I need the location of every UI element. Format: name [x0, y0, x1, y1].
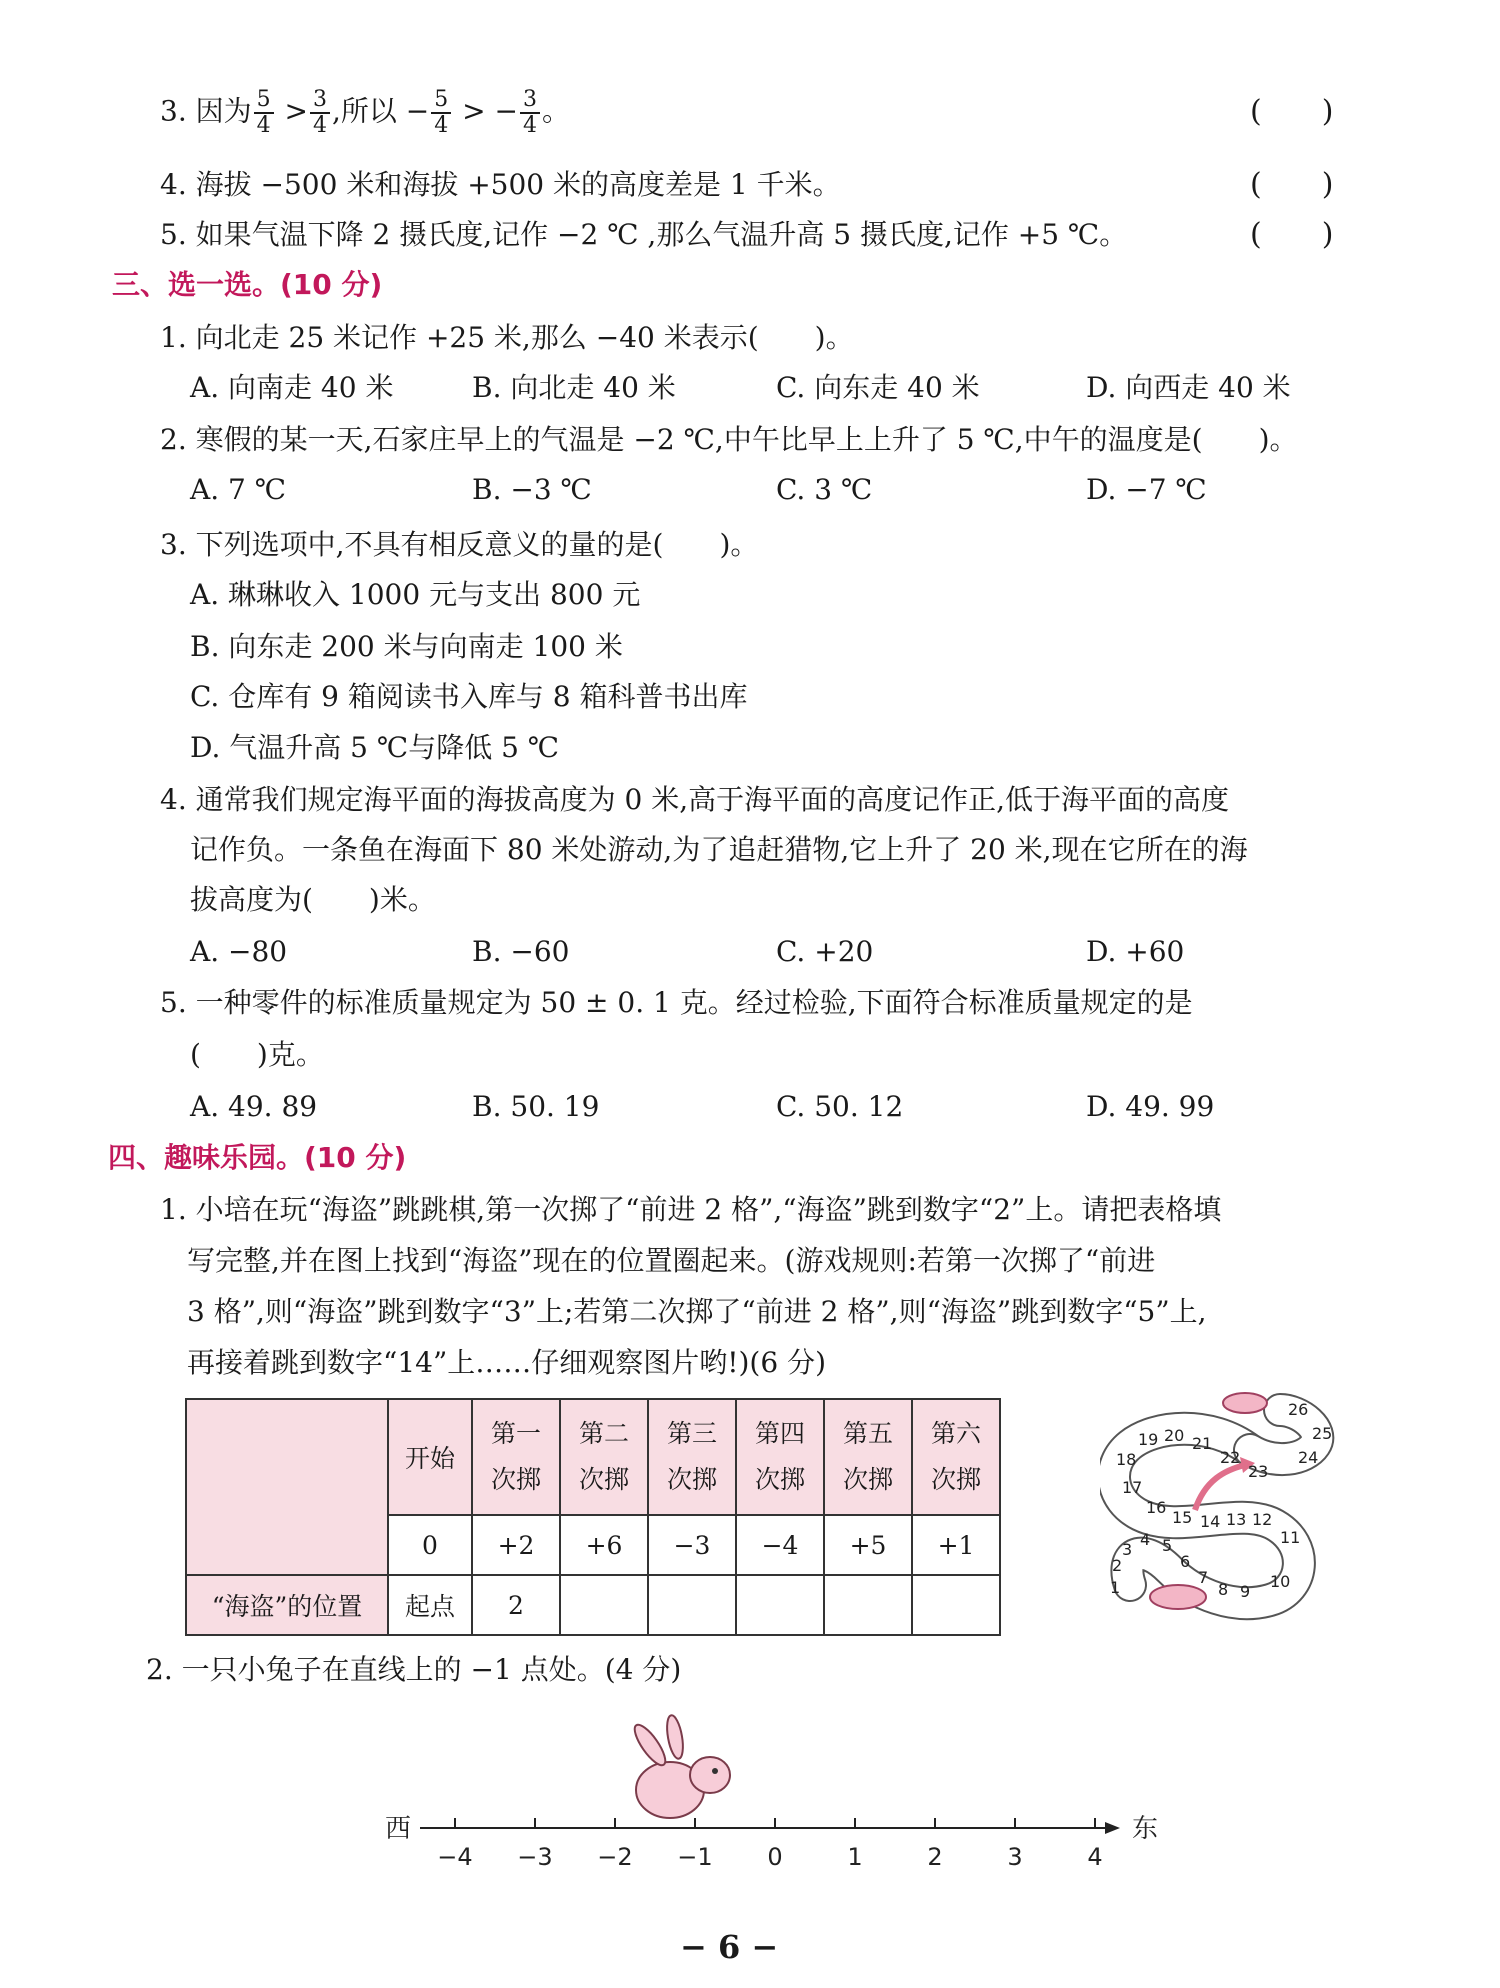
question-stem: 2. 寒假的某一天,石家庄早上的气温是 −2 ℃,中午比早上上升了 5 ℃,中午的温度是( )。	[160, 423, 1298, 456]
svg-text:25: 25	[1312, 1424, 1333, 1443]
table-header: 第一 次掷	[472, 1399, 560, 1515]
rabbit-icon	[630, 1714, 730, 1818]
east-label: 东	[1132, 1814, 1159, 1844]
svg-text:10: 10	[1270, 1572, 1291, 1591]
svg-text:12: 12	[1252, 1510, 1273, 1529]
table-cell: 0	[388, 1515, 472, 1575]
svg-text:5: 5	[1162, 1536, 1173, 1555]
table-cell: +5	[824, 1515, 912, 1575]
answer-blank[interactable]: ( )	[1250, 217, 1334, 252]
judge-q4: 4. 海拔 −500 米和海拔 +500 米的高度差是 1 千米。	[160, 168, 841, 201]
svg-text:26: 26	[1288, 1400, 1309, 1419]
page-number: − 6 −	[680, 1928, 779, 1966]
option-a[interactable]: A. −80	[190, 935, 288, 968]
option-d[interactable]: D. 49. 99	[1086, 1090, 1215, 1123]
row-label: “海盗”的位置	[186, 1575, 388, 1635]
svg-text:1: 1	[1110, 1578, 1121, 1597]
svg-text:14: 14	[1200, 1512, 1221, 1531]
svg-text:17: 17	[1122, 1478, 1143, 1497]
question-stem-cont: 拔高度为( )米。	[190, 883, 436, 916]
svg-text:16: 16	[1146, 1498, 1167, 1517]
question-stem-cont: 写完整,并在图上找到“海盗”现在的位置圈起来。(游戏规则:若第一次掷了“前进	[187, 1244, 1156, 1277]
svg-text:20: 20	[1164, 1426, 1185, 1445]
option-c[interactable]: C. 50. 12	[776, 1090, 904, 1123]
svg-text:18: 18	[1116, 1450, 1137, 1469]
question-stem-cont: 再接着跳到数字“14”上……仔细观察图片哟!)(6 分)	[187, 1346, 826, 1379]
answer-cell[interactable]	[648, 1575, 736, 1635]
option-b[interactable]: B. 向东走 200 米与向南走 100 米	[190, 630, 623, 663]
answer-cell[interactable]	[824, 1575, 912, 1635]
table-header: 第六 次掷	[912, 1399, 1000, 1515]
svg-text:19: 19	[1138, 1430, 1159, 1449]
question-stem: 1. 向北走 25 米记作 +25 米,那么 −40 米表示( )。	[160, 321, 854, 354]
table-header: 第四 次掷	[736, 1399, 824, 1515]
tick-marks	[455, 1818, 1095, 1828]
svg-text:24: 24	[1298, 1448, 1319, 1467]
question-stem-cont: 3 格”,则“海盗”跳到数字“3”上;若第二次掷了“前进 2 格”,则“海盗”跳到数字“5”上,	[187, 1295, 1207, 1328]
tick-label: 2	[927, 1843, 943, 1871]
option-a[interactable]: A. 7 ℃	[190, 473, 287, 506]
svg-text:2: 2	[1112, 1556, 1123, 1575]
answer-cell[interactable]	[560, 1575, 648, 1635]
option-c[interactable]: C. 仓库有 9 箱阅读书入库与 8 箱科普书出库	[190, 680, 748, 713]
table-header: 第五 次掷	[824, 1399, 912, 1515]
svg-text:13: 13	[1226, 1510, 1247, 1529]
fraction: $\frac{3}{4}$	[520, 88, 540, 138]
question-stem: 4. 通常我们规定海平面的海拔高度为 0 米,高于海平面的高度记作正,低于海平面的高度	[160, 783, 1230, 816]
section-title: 四、趣味乐园。(10 分)	[108, 1141, 407, 1174]
dice-record-table	[185, 1398, 1001, 1636]
svg-text:9: 9	[1240, 1582, 1251, 1601]
table-cell: +6	[560, 1515, 648, 1575]
tick-label: −3	[517, 1843, 553, 1871]
tick-label: −1	[677, 1843, 713, 1871]
fraction: $\frac{5}{4}$	[254, 88, 274, 138]
option-b[interactable]: B. −3 ℃	[472, 473, 592, 506]
table-row	[186, 1399, 1000, 1515]
answer-blank[interactable]: ( )	[1250, 94, 1334, 129]
option-d[interactable]: D. 气温升高 5 ℃与降低 5 ℃	[190, 731, 560, 764]
option-b[interactable]: B. 向北走 40 米	[472, 371, 676, 404]
option-c[interactable]: C. 向东走 40 米	[776, 371, 980, 404]
option-d[interactable]: D. 向西走 40 米	[1086, 371, 1291, 404]
question-stem-cont: ( )克。	[190, 1038, 324, 1071]
question-stem-cont: 记作负。一条鱼在海面下 80 米处游动,为了追赶猎物,它上升了 20 米,现在它所在的海	[190, 833, 1248, 866]
svg-text:8: 8	[1218, 1580, 1229, 1599]
option-a[interactable]: A. 琳琳收入 1000 元与支出 800 元	[190, 578, 641, 611]
tick-label: 0	[767, 1843, 783, 1871]
svg-text:3: 3	[1122, 1540, 1133, 1559]
svg-text:7: 7	[1198, 1568, 1209, 1587]
fraction: $\frac{5}{4}$	[431, 88, 451, 138]
question-stem: 5. 一种零件的标准质量规定为 50 ± 0. 1 克。经过检验,下面符合标准质量规定的是	[160, 986, 1193, 1019]
svg-text:15: 15	[1172, 1508, 1193, 1527]
svg-text:6: 6	[1180, 1552, 1191, 1571]
question-stem: 2. 一只小兔子在直线上的 −1 点处。(4 分)	[146, 1653, 682, 1686]
tick-label: −4	[437, 1843, 473, 1871]
tick-label: 4	[1087, 1843, 1103, 1871]
judge-q5: 5. 如果气温下降 2 摄氏度,记作 −2 ℃ ,那么气温升高 5 摄氏度,记作 +5 ℃。	[160, 218, 1128, 251]
svg-text:22: 22	[1220, 1448, 1241, 1467]
svg-text:21: 21	[1192, 1434, 1213, 1453]
table-cell: 起点	[388, 1575, 472, 1635]
question-stem: 1. 小培在玩“海盗”跳跳棋,第一次掷了“前进 2 格”,“海盗”跳到数字“2”上。请把表格填	[160, 1193, 1222, 1226]
option-c[interactable]: C. 3 ℃	[776, 473, 873, 506]
option-b[interactable]: B. −60	[472, 935, 570, 968]
section-title: 三、选一选。(10 分)	[112, 268, 383, 301]
svg-text:11: 11	[1280, 1528, 1301, 1547]
number-line	[370, 1705, 1170, 1880]
tick-label: 3	[1007, 1843, 1023, 1871]
svg-text:23: 23	[1248, 1462, 1269, 1481]
answer-cell[interactable]	[736, 1575, 824, 1635]
option-c[interactable]: C. +20	[776, 935, 874, 968]
table-corner	[186, 1399, 388, 1575]
table-cell: −3	[648, 1515, 736, 1575]
option-d[interactable]: D. −7 ℃	[1086, 473, 1207, 506]
table-header: 第三 次掷	[648, 1399, 736, 1515]
question-stem: 3. 下列选项中,不具有相反意义的量的是( )。	[160, 528, 759, 561]
option-d[interactable]: D. +60	[1086, 935, 1185, 968]
table-row	[186, 1575, 1000, 1635]
answer-blank[interactable]: ( )	[1250, 167, 1334, 202]
judge-q3: 3. 因为 $\frac{5}{4}$ > $\frac{3}{4}$ ,所以 − $\frac{5}{4}$ > − $\frac{3}{4}$ 。	[160, 87, 571, 138]
option-a[interactable]: A. 49. 89	[190, 1090, 318, 1123]
table-header: 开始	[388, 1399, 472, 1515]
table-cell: +1	[912, 1515, 1000, 1575]
table-cell: +2	[472, 1515, 560, 1575]
table-cell: −4	[736, 1515, 824, 1575]
fraction: $\frac{3}{4}$	[310, 88, 330, 138]
table-header: 第二 次掷	[560, 1399, 648, 1515]
pirate-game-board	[1100, 1365, 1370, 1630]
option-a[interactable]: A. 向南走 40 米	[190, 371, 394, 404]
tick-label: 1	[847, 1843, 863, 1871]
answer-cell[interactable]	[912, 1575, 1000, 1635]
table-cell: 2	[472, 1575, 560, 1635]
tick-label: −2	[597, 1843, 633, 1871]
option-b[interactable]: B. 50. 19	[472, 1090, 600, 1123]
svg-text:4: 4	[1140, 1530, 1151, 1549]
west-label: 西	[385, 1814, 412, 1844]
